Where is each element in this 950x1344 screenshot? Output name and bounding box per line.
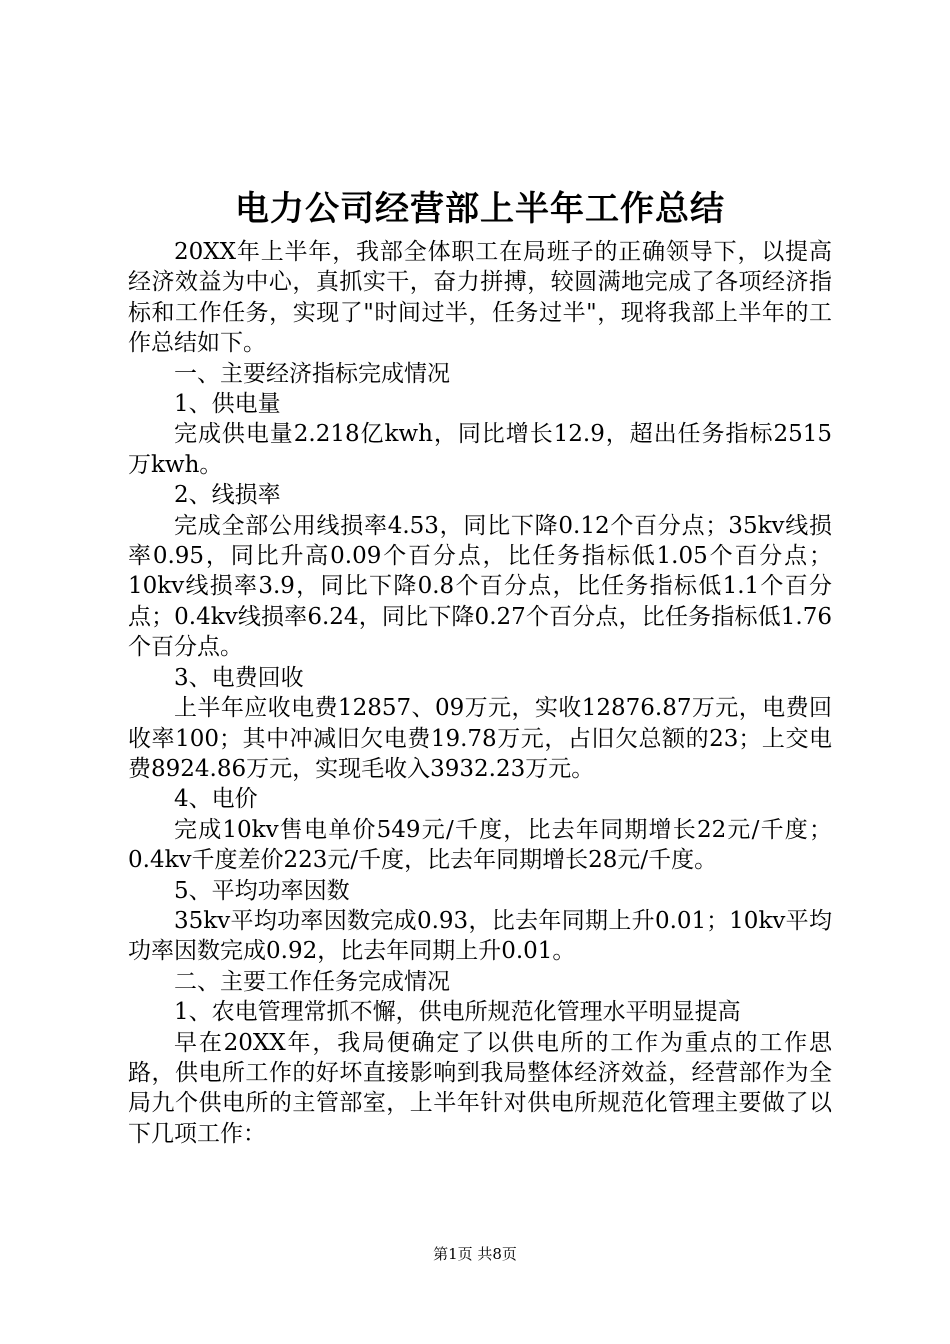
subheading-power-supply: 1、供电量 <box>174 391 281 418</box>
paragraph-rural-management: 早在20XX年，我局便确定了以供电所的工作为重点的工作思路，供电所工作的好坏直接影响到我局整体经济效益，经营部作为全局九个供电所的主管部室，上半年针对供电所规范化管理主要做了以下几项工作： <box>128 1029 832 1147</box>
paragraph-intro: 20XX年上半年，我部全体职工在局班子的正确领导下，以提高经济效益为中心，真抓实干，奋力拼搏，较圆满地完成了各项经济指标和工作任务，实现了"时间过半，任务过半"，现将我部上半年的工作总结如下。 <box>128 239 832 357</box>
paragraph-power-factor: 35kv平均功率因数完成0.93，比去年同期上升0.01；10kv平均功率因数完成0.92，比去年同期上升0.01。 <box>128 907 832 965</box>
document-title: 电力公司经营部上半年工作总结 <box>235 189 725 229</box>
paragraph-price: 完成10kv售电单价549元/千度，比去年同期增长22元/千度；0.4kv千度差价223元/千度，比去年同期增长28元/千度。 <box>128 816 832 874</box>
paragraph-line-loss: 完成全部公用线损率4.53，同比下降0.12个百分点；35kv线损率0.95，同比升高0.09个百分点，比任务指标低1.05个百分点；10kv线损率3.9，同比下降0.8个百分点，比任务指标低1.1个百分点；0.4kv线损率6.24，同比下降0.27个百分点，比任务指标低1.76个百分点。 <box>128 512 832 661</box>
subheading-price: 4、电价 <box>174 786 258 813</box>
section-heading-2: 二、主要工作任务完成情况 <box>174 968 450 995</box>
page-footer: 第1页 共8页 <box>433 1245 517 1263</box>
subheading-fee-recovery: 3、电费回收 <box>174 664 304 691</box>
subheading-power-factor: 5、平均功率因数 <box>174 877 350 904</box>
document-body <box>128 237 832 1149</box>
subheading-line-loss: 2、线损率 <box>174 482 281 509</box>
paragraph-fee-recovery: 上半年应收电费12857、09万元，实收12876.87万元，电费回收率100；其中冲减旧欠电费19.78万元，占旧欠总额的23；上交电费8924.86万元，实现毛收入3932.23万元。 <box>128 695 832 782</box>
subheading-rural-management: 1、农电管理常抓不懈，供电所规范化管理水平明显提高 <box>174 999 741 1026</box>
section-heading-1: 一、主要经济指标完成情况 <box>174 360 450 387</box>
paragraph-power-supply: 完成供电量2.218亿kwh，同比增长12.9，超出任务指标2515万kwh。 <box>128 421 832 478</box>
